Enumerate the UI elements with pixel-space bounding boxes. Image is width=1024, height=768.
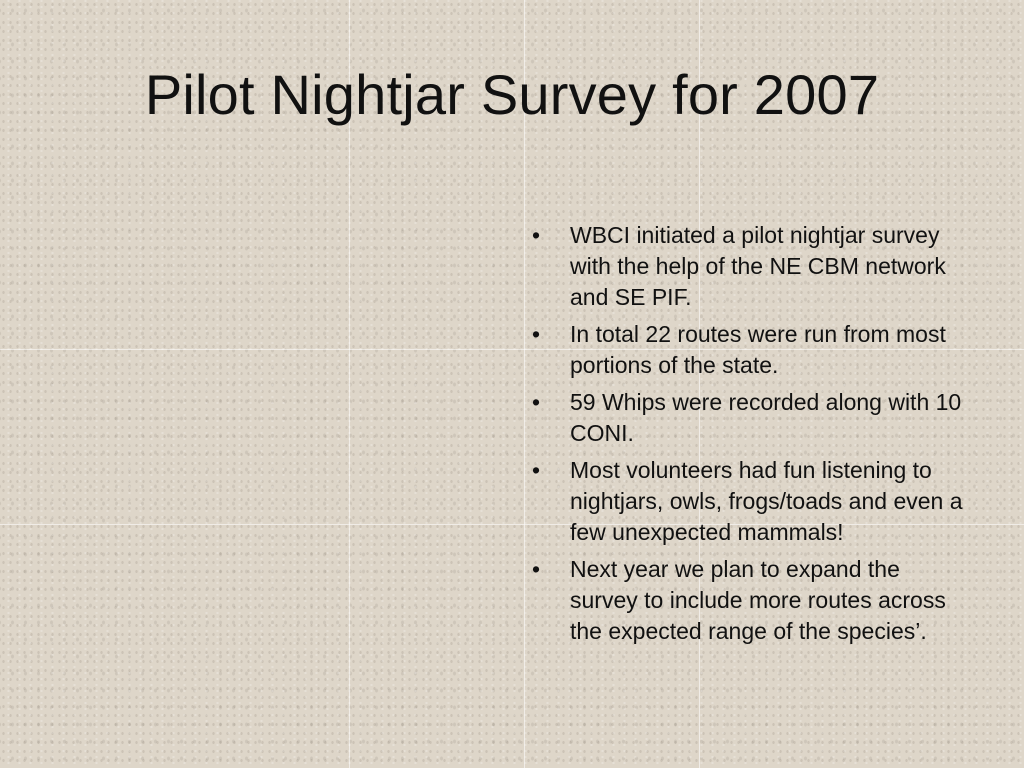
bullet-list: [530, 220, 970, 653]
bullet-item: • 59 Whips were recorded along with 10 CONI.: [530, 387, 970, 449]
bullet-item: • In total 22 routes were run from most portions of the state.: [530, 319, 970, 381]
bullet-item: • Most volunteers had fun listening to nightjars, owls, frogs/toads and even a few unexpected mammals!: [530, 455, 970, 548]
slide-title: Pilot Nightjar Survey for 2007: [144, 63, 880, 126]
bullet-item: • WBCI initiated a pilot nightjar survey with the help of the NE CBM network and SE PIF.: [530, 220, 970, 313]
bullet-item: • Next year we plan to expand the survey to include more routes across the expected range of the species’.: [530, 554, 970, 647]
